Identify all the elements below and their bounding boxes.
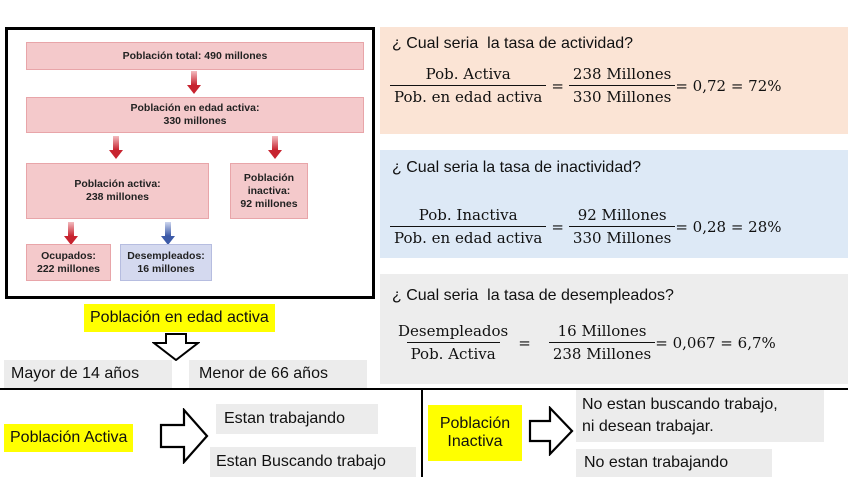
label-poblacion-edad-activa-text: Población en edad activa [90,309,269,326]
labor-force-diagram [5,27,375,299]
node-edad-activa-value: 330 millones [163,115,227,127]
fraction-definition [390,206,546,247]
fraction-denominator: 238 Millones [549,342,655,363]
question-desempleados: ¿ Cual seria la tasa de desempleados? [392,287,674,304]
fraction-denominator: Pob. Activa [407,342,500,363]
equation-result: = 0,067 = 6,7% [655,333,776,352]
node-poblacion-total [26,42,364,70]
fraction-numerator: Pob. Inactiva [418,206,518,224]
node-total-label: Población total: 490 millones [122,49,268,62]
node-desempleados-label: Desempleados: [127,249,205,262]
arrow-down-outline-icon [152,333,200,361]
arrow-right-outline-icon [528,406,574,456]
vertical-divider [421,388,423,477]
question-inactividad: ¿ Cual seria la tasa de inactividad? [392,159,642,176]
node-desempleados [120,244,212,281]
fraction-values [569,65,675,106]
fraction-definition [390,65,546,106]
label-poblacion-activa [4,424,133,452]
node-inactiva-value: 92 millones [240,197,298,210]
node-edad-activa-label: Población en edad activa: [130,102,260,114]
fraction-numerator: 238 Millones [572,65,672,83]
arrow-right-outline-icon [159,408,209,464]
fraction-numerator: 92 Millones [577,206,667,224]
arrow-down-icon [187,71,201,94]
node-desempleados-value: 16 millones [137,262,195,275]
label-poblacion-edad-activa [84,304,275,332]
node-ocupados-label: Ocupados: [41,249,96,262]
fraction-denominator: Pob. en edad activa [390,85,546,106]
fraction-numerator: Pob. Activa [425,65,511,83]
equals-sign: = [518,333,531,352]
question-actividad: ¿ Cual seria la tasa de actividad? [392,35,634,52]
label-poblacion-activa-text: Población Activa [10,429,128,446]
fraction-values [569,206,675,247]
fraction-values [549,322,655,363]
fraction-denominator: 330 Millones [569,226,675,247]
node-activa-label: Población activa: [74,178,161,190]
label-estan-trabajando [216,404,378,434]
fraction-denominator: 330 Millones [569,85,675,106]
label-mayor-14 [4,360,172,388]
fraction-numerator: Desempleados [398,322,509,340]
arrow-down-icon [64,222,78,245]
label-menor-66-text: Menor de 66 años [199,365,328,382]
equals-sign: = [551,76,564,95]
equation-actividad [390,65,782,106]
panel-tasa-desempleados [380,274,848,384]
arrow-down-icon [109,136,123,159]
label-poblacion-inactiva [428,405,522,461]
node-ocupados [26,244,111,281]
equals-sign: = [551,217,564,236]
node-inactiva-label: Población [243,171,295,184]
label-no-buscando-line2: ni desean trabajar. [582,418,714,435]
panel-tasa-actividad [380,27,848,134]
equation-desempleados [394,322,776,363]
label-poblacion-inactiva-line2: Inactiva [447,433,503,450]
label-no-trabajando-text: No estan trabajando [584,454,729,471]
label-menor-66 [189,360,367,388]
label-no-buscando-line1: No estan buscando trabajo, [582,396,778,413]
equation-result: = 0,72 = 72% [675,76,782,95]
node-activa-value: 238 millones [85,191,150,203]
label-poblacion-inactiva-line1: Población [439,415,511,432]
label-no-trabajando [576,449,772,477]
label-no-buscando [576,390,824,442]
fraction-denominator: Pob. en edad activa [390,226,546,247]
arrow-down-icon [268,136,282,159]
fraction-definition [394,322,512,363]
label-estan-trabajando-text: Estan trabajando [224,410,345,427]
label-estan-buscando [210,447,416,477]
node-poblacion-activa [26,163,209,219]
fraction-numerator: 16 Millones [557,322,647,340]
equation-result: = 0,28 = 28% [675,217,782,236]
label-mayor-14-text: Mayor de 14 años [11,365,140,382]
node-poblacion-edad-activa [26,97,364,133]
panel-tasa-inactividad [380,150,848,258]
label-estan-buscando-text: Estan Buscando trabajo [216,453,386,470]
equation-inactividad [390,206,782,247]
node-inactiva-label-2: inactiva: [247,184,291,197]
node-ocupados-value: 222 millones [36,262,101,275]
node-poblacion-inactiva [230,163,308,219]
arrow-down-icon [161,222,175,245]
